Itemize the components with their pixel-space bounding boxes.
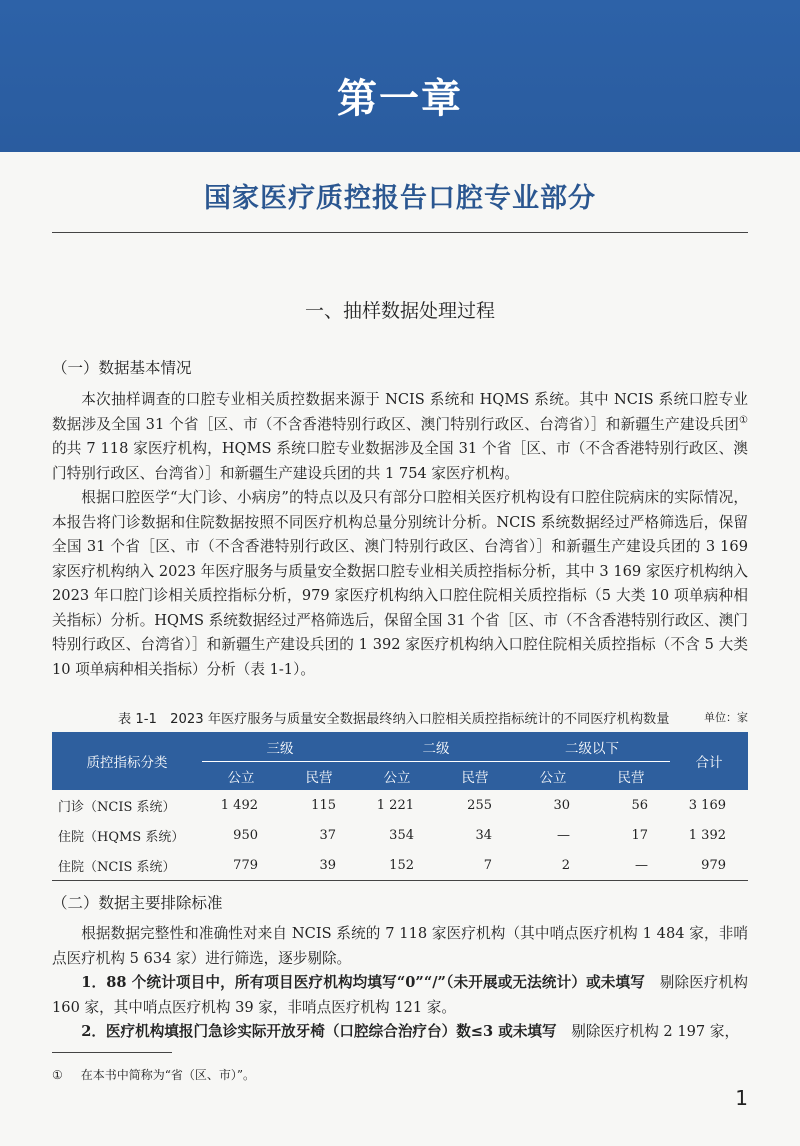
paragraph-analysis-method: 根据口腔医学“大门诊、小病房”的特点以及只有部分口腔相关医疗机构设有口腔住院病床的实际情况，本报告将门诊数据和住院数据按照不同医疗机构总量分别统计分析。NCIS 系统数据经过严格筛选后，保留全国 31 个省［区、市（不含香港特别行政区、澳门特别行政区、台湾省）］和新疆生产建设兵团的 3 169 家医疗机构纳入 2023 年医疗服务与质量安全数据口腔专业相关质控指标分析，其中 3 169 家医疗机构纳入 2023 年口腔门诊相关质控指标分析，979 家医疗机构纳入口腔住院相关质控指标（5 大类 10 项单病种相关指标）分析。HQMS 系统数据经过严格筛选后，保留全国 31 个省［区、市（不含香港特别行政区、澳门特别行政区、台湾省）］和新疆生产建设兵团的 1 392 家医疗机构纳入口腔住院相关质控指标（不含 5 大类 10 项单病种相关指标）分析（表 1-1）。 xyxy=(52,489,748,678)
paragraph-criterion-2 xyxy=(52,1020,748,1045)
chapter-title: 第一章 xyxy=(337,76,463,122)
footnote-divider xyxy=(52,1052,172,1053)
paragraph-text: 本次抽样调查的口腔专业相关质控数据来源于 NCIS 系统和 HQMS 系统。其中 NCIS 系统口腔专业数据涉及全国 31 个省［区、市（不含香港特别行政区、澳门特别行政区、台湾省）］和新疆生产建设兵团 xyxy=(52,391,748,433)
row-label: 门诊（NCIS 系统） xyxy=(58,799,176,815)
header-group-secondary: 二级 xyxy=(358,732,514,762)
table-cell: 1 221 xyxy=(376,797,414,813)
table-cell: 2 xyxy=(514,850,592,881)
report-title: 国家医疗质控报告口腔专业部分 xyxy=(204,183,596,214)
table-row xyxy=(52,850,748,881)
criterion-text: 剔除医疗机构 160 家，其中哨点医疗机构 39 家，非哨点医疗机构 121 家。 xyxy=(52,974,748,1016)
subheading-basic-data: （一）数据基本情况 xyxy=(52,359,192,377)
table-cell: 950 xyxy=(233,827,258,843)
criterion-heading: 1．88 个统计项目中，所有项目医疗机构均填写“0”“/”（未开展或无法统计）或未填写 xyxy=(81,974,645,991)
table-cell: 37 xyxy=(319,827,336,843)
table-cell: 17 xyxy=(631,827,648,843)
title-divider xyxy=(52,232,748,233)
header-group-below-secondary: 二级以下 xyxy=(514,732,670,762)
section-title: 一、抽样数据处理过程 xyxy=(304,300,495,322)
header-total: 合计 xyxy=(670,732,748,790)
paragraph-text: 的共 7 118 家医疗机构，HQMS 系统口腔专业数据涉及全国 31 个省［区、市（不含香港特别行政区、澳门特别行政区、台湾省）］和新疆生产建设兵团的共 1 754 家医疗机构。 xyxy=(52,440,748,482)
table-cell: 7 xyxy=(436,850,514,881)
table-cell: 30 xyxy=(553,797,570,813)
criterion-heading: 2．医疗机构填报门急诊实际开放牙椅（口腔综合治疗台）数≤3 或未填写 xyxy=(81,1023,557,1040)
header-group-tertiary: 三级 xyxy=(202,732,358,762)
table-cell: 1 492 xyxy=(220,797,258,813)
header-private: 民营 xyxy=(280,762,358,791)
header-private: 民营 xyxy=(592,762,670,791)
footnote-reference[interactable]: ① xyxy=(739,414,748,426)
footnote-text: 在本书中简称为“省（区、市）”。 xyxy=(80,1068,256,1082)
header-public: 公立 xyxy=(514,762,592,791)
table-unit: 单位：家 xyxy=(704,711,748,724)
table-cell: 39 xyxy=(280,850,358,881)
row-label: 住院（HQMS 系统） xyxy=(58,829,185,845)
table-cell-total: 1 392 xyxy=(688,827,726,843)
row-label: 住院（NCIS 系统） xyxy=(52,850,202,881)
footnote-mark: ① xyxy=(52,1068,63,1082)
criterion-text: 剔除医疗机构 2 197 家， xyxy=(571,1023,740,1040)
table-cell-total: 979 xyxy=(670,850,748,881)
table-cell: — xyxy=(592,850,670,881)
institution-count-table xyxy=(52,732,748,881)
page-number: 1 xyxy=(735,1086,748,1110)
table-cell: 34 xyxy=(475,827,492,843)
chapter-banner xyxy=(0,0,800,152)
table-cell: 354 xyxy=(389,827,414,843)
table-cell: 779 xyxy=(202,850,280,881)
header-public: 公立 xyxy=(358,762,436,791)
table-caption-text: 表 1-1 2023 年医疗服务与质量安全数据最终纳入口腔相关质控指标统计的不同医疗机构数量 xyxy=(118,712,670,727)
table-cell: 115 xyxy=(311,797,336,813)
table-row xyxy=(52,790,748,820)
subheading-exclusion-criteria: （二）数据主要排除标准 xyxy=(52,894,223,912)
table-cell: 152 xyxy=(358,850,436,881)
table-cell: 56 xyxy=(631,797,648,813)
paragraph-data-sources xyxy=(52,388,748,486)
table-row xyxy=(52,820,748,850)
table-cell: — xyxy=(557,827,570,843)
footnote xyxy=(52,1066,255,1083)
header-private: 民营 xyxy=(436,762,514,791)
table-cell: 255 xyxy=(467,797,492,813)
header-category: 质控指标分类 xyxy=(52,732,202,790)
header-public: 公立 xyxy=(202,762,280,791)
table-cell-total: 3 169 xyxy=(688,797,726,813)
paragraph-screening: 根据数据完整性和准确性对来自 NCIS 系统的 7 118 家医疗机构（其中哨点医疗机构 1 484 家，非哨点医疗机构 5 634 家）进行筛选，逐步剔除。 xyxy=(52,925,748,967)
paragraph-criterion-1 xyxy=(52,971,748,1020)
